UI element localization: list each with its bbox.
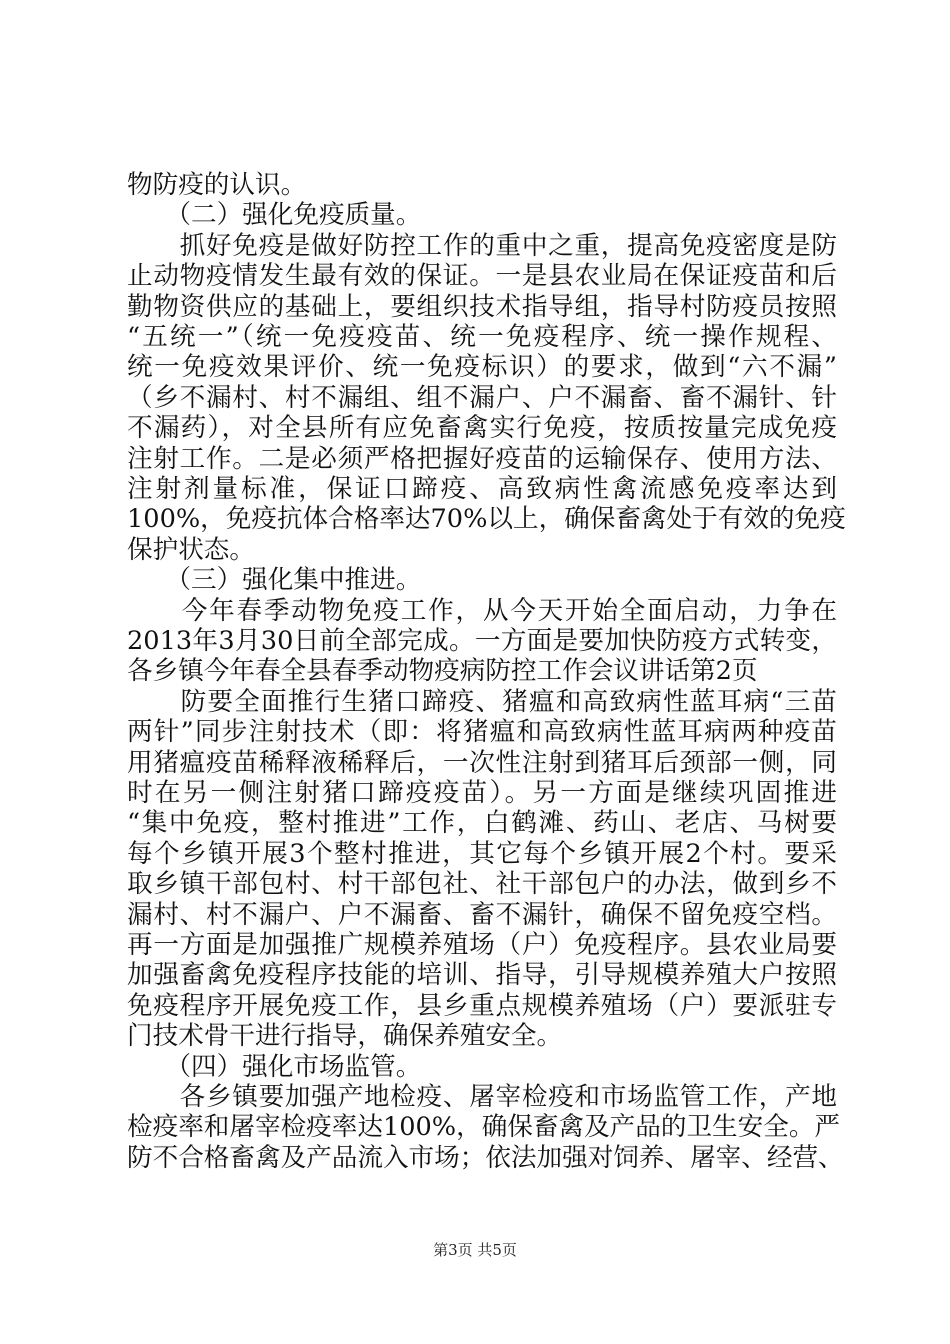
text-line: （四）强化市场监管。 bbox=[127, 1051, 422, 1082]
text-line: 取乡镇干部包村、村干部包社、社干部包户的办法，做到乡不 bbox=[127, 869, 837, 900]
text-line: 时在另一侧注射猪口蹄疫疫苗）。另一方面是继续巩固推进 bbox=[127, 778, 837, 808]
text-line: 免疫程序开展免疫工作，县乡重点规模养殖场（户）要派驻专 bbox=[127, 990, 837, 1021]
text-line: 再一方面是加强推广规模养殖场（户）免疫程序。县农业局要 bbox=[127, 930, 837, 960]
text-line: 2013年3月30日前全部完成。一方面是要加快防疫方式转变， bbox=[127, 626, 837, 656]
text-line: （乡不漏村、村不漏组、组不漏户、户不漏畜、畜不漏针、针 bbox=[127, 382, 837, 413]
text-line: 注射工作。二是必须严格把握好疫苗的运输保存、使用方法、 bbox=[127, 443, 837, 474]
text-line: 漏村、村不漏户、户不漏畜、畜不漏针，确保不留免疫空档。 bbox=[127, 899, 837, 930]
text-line: 各乡镇要加强产地检疫、屠宰检疫和市场监管工作，产地 bbox=[127, 1082, 837, 1112]
text-line: 注射剂量标准，保证口蹄疫、高致病性禽流感免疫率达到 bbox=[127, 474, 837, 504]
text-line: 用猪瘟疫苗稀释液稀释后，一次性注射到猪耳后颈部一侧，同 bbox=[127, 747, 837, 778]
text-line: 检疫率和屠宰检疫率达100%，确保畜禽及产品的卫生安全。严 bbox=[127, 1112, 841, 1143]
page-footer: 第3页 共5页 bbox=[433, 1241, 517, 1259]
text-line: （三）强化集中推进。 bbox=[127, 565, 422, 596]
text-line: 止动物疫情发生最有效的保证。一是县农业局在保证疫苗和后 bbox=[127, 261, 837, 292]
text-line: 防不合格畜禽及产品流入市场；依法加强对饲养、屠宰、经营、 bbox=[127, 1142, 844, 1173]
text-line: 统一免疫效果评价、统一免疫标识）的要求，做到“六不漏” bbox=[127, 352, 837, 383]
text-line: 各乡镇今年春全县春季动物疫病防控工作会议讲话第2页 bbox=[127, 656, 758, 687]
text-line: “集中免疫，整村推进”工作，白鹤滩、药山、老店、马树要 bbox=[127, 808, 837, 839]
text-line: 不漏药），对全县所有应免畜禽实行免疫，按质按量完成免疫 bbox=[127, 413, 837, 444]
text-line: 两针”同步注射技术（即：将猪瘟和高致病性蓝耳病两种疫苗 bbox=[127, 717, 837, 748]
text-line: 物防疫的认识。 bbox=[127, 170, 307, 200]
text-line: 勤物资供应的基础上，要组织技术指导组，指导村防疫员按照 bbox=[127, 291, 837, 322]
text-line: 每个乡镇开展3个整村推进，其它每个乡镇开展2个村。要采 bbox=[127, 838, 837, 869]
text-line: 保护状态。 bbox=[127, 534, 255, 565]
text-line: 抓好免疫是做好防控工作的重中之重，提高免疫密度是防 bbox=[127, 230, 837, 261]
text-line: 门技术骨干进行指导，确保养殖安全。 bbox=[127, 1021, 563, 1052]
text-line: 防要全面推行生猪口蹄疫、猪瘟和高致病性蓝耳病“三苗 bbox=[127, 686, 837, 717]
text-line: 今年春季动物免疫工作，从今天开始全面启动，力争在 bbox=[127, 595, 837, 626]
text-line: 加强畜禽免疫程序技能的培训、指导，引导规模养殖大户按照 bbox=[127, 960, 837, 991]
text-line: 100%，免疫抗体合格率达70%以上，确保畜禽处于有效的免疫 bbox=[127, 504, 846, 535]
text-line: （二）强化免疫质量。 bbox=[127, 200, 422, 231]
text-line: “五统一”（统一免疫疫苗、统一免疫程序、统一操作规程、 bbox=[127, 322, 837, 352]
